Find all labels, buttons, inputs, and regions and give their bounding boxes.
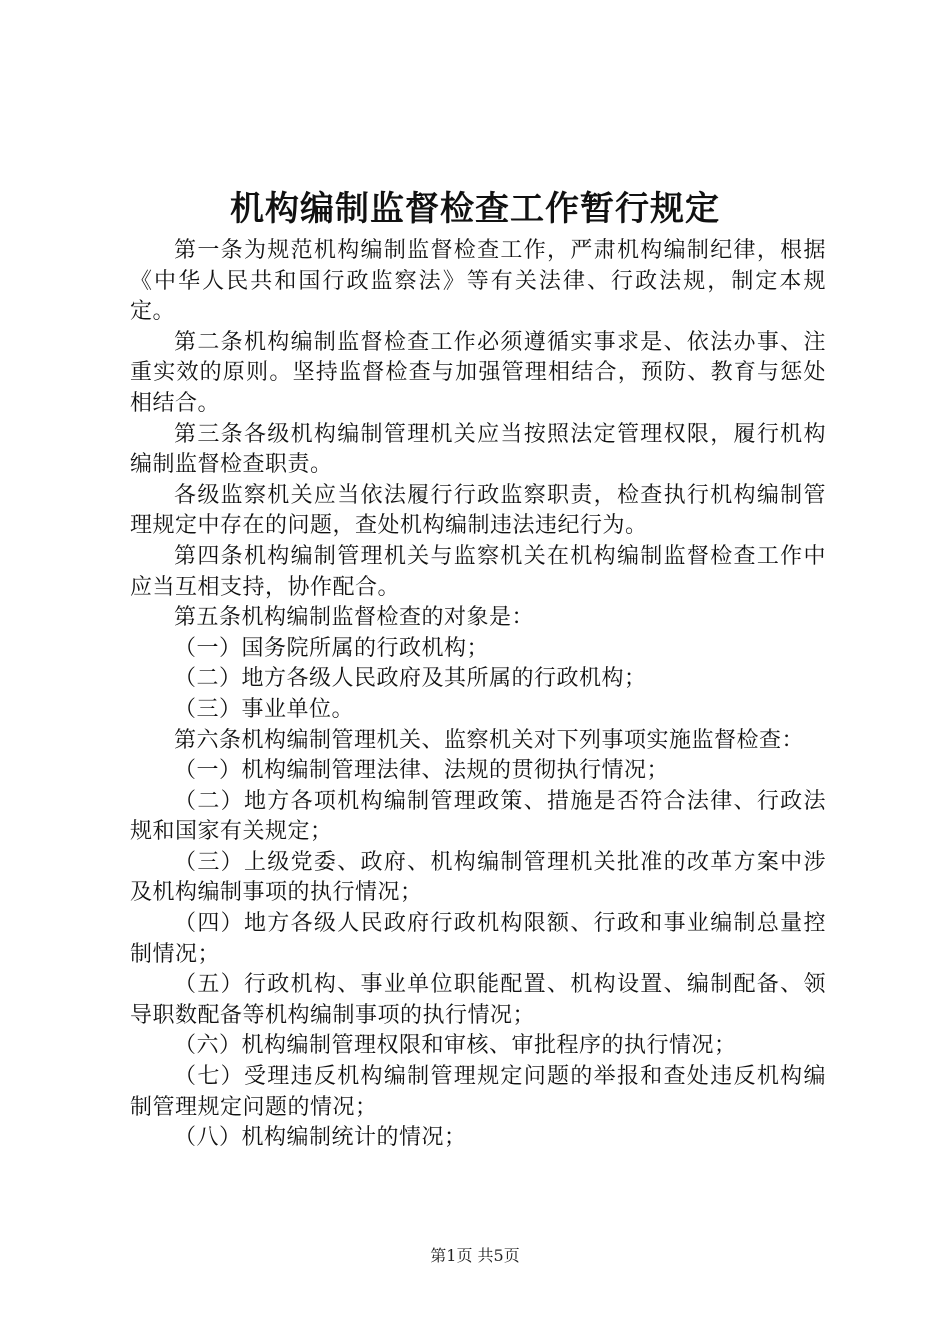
paragraph: 各级监察机关应当依法履行行政监察职责，检查执行机构编制管理规定中存在的问题，查处机构编制违法违纪行为。	[130, 482, 826, 539]
list-item: （五）行政机构、事业单位职能配置、机构设置、编制配备、领导职数配备等机构编制事项的执行情况；	[130, 972, 826, 1028]
list-item: （七）受理违反机构编制管理规定问题的举报和查处违反机构编制管理规定问题的情况；	[130, 1064, 826, 1120]
paragraph: 第三条各级机构编制管理机关应当按照法定管理权限，履行机构编制监督检查职责。	[130, 421, 826, 478]
paragraph: 第四条机构编制管理机关与监察机关在机构编制监督检查工作中应当互相支持，协作配合。	[130, 543, 826, 600]
list-item: （三）上级党委、政府、机构编制管理机关批准的改革方案中涉及机构编制事项的执行情况；	[130, 849, 826, 906]
list-item: （四）地方各级人民政府行政机构限额、行政和事业编制总量控制情况；	[130, 911, 826, 967]
list-item: （二）地方各级人民政府及其所属的行政机构；	[174, 666, 647, 692]
paragraph: 第一条为规范机构编制监督检查工作，严肃机构编制纪律，根据《中华人民共和国行政监察法》等有关法律、行政法规，制定本规定。	[130, 238, 826, 325]
document-body	[130, 236, 826, 1154]
page-number-footer: 第1页 共5页	[430, 1246, 520, 1265]
paragraph: 第六条机构编制管理机关、监察机关对下列事项实施监督检查：	[174, 727, 805, 753]
paragraph: 第五条机构编制监督检查的对象是：	[174, 605, 535, 631]
list-item: （八）机构编制统计的情况；	[174, 1125, 467, 1151]
list-item: （一）机构编制管理法律、法规的贯彻执行情况；	[174, 758, 670, 784]
document-title: 机构编制监督检查工作暂行规定	[230, 189, 720, 229]
list-item: （一）国务院所属的行政机构；	[174, 635, 490, 661]
list-item: （二）地方各项机构编制管理政策、措施是否符合法律、行政法规和国家有关规定；	[130, 788, 826, 845]
paragraph: 第二条机构编制监督检查工作必须遵循实事求是、依法办事、注重实效的原则。坚持监督检查与加强管理相结合，预防、教育与惩处相结合。	[130, 329, 826, 416]
list-item: （三）事业单位。	[174, 696, 355, 722]
list-item: （六）机构编制管理权限和审核、审批程序的执行情况；	[174, 1033, 737, 1059]
